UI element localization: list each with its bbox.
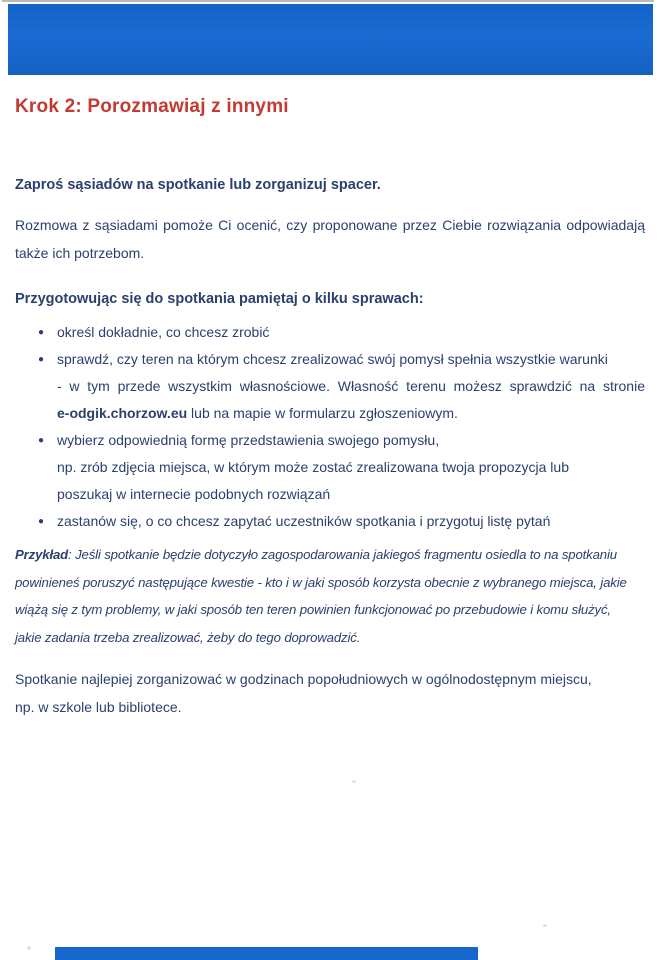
bullet-line: poszukaj w internecie podobnych rozwiązań [57,486,331,502]
bullet-line [57,400,645,427]
intro-paragraph: Zaproś sąsiadów na spotkanie lub zorganizuj spacer. [15,177,381,193]
website-name: e-odgik.chorzow.eu [57,405,188,421]
footer-band [55,947,478,960]
bullet-line: sprawdź, czy teren na którym chcesz zrealizować swój pomysł spełnia wszystkie warunki [57,351,608,367]
scan-speck [27,946,31,950]
bullet-line: zastanów się, o co chcesz zapytać uczestników spotkania i przygotuj listę pytań [57,513,551,529]
example-line [15,541,645,569]
example-lead: Przykład [15,547,69,562]
example-line-rest: : Jeśli spotkanie będzie dotyczyło zagospodarowania jakiegoś fragmentu osiedla to na spotkaniu [68,547,617,562]
bullet-line: - w tym przede wszystkim własnościowe. Własność terenu możesz sprawdzić na stronie [57,378,645,394]
bullet-line: np. zrób zdjęcia miejsca, w którym może zostać zrealizowana twoja propozycja lub [57,459,569,475]
bullet-dot-icon: ● [38,516,45,527]
bullet-dot-icon: ● [38,327,45,338]
example-paragraph [15,541,645,651]
example-line: powinieneś poruszyć następujące kwestie - kto i w jaki sposób korzysta obecnie z wybranego miejsca, jakie [15,574,627,590]
scan-speck [543,924,547,927]
scan-speck [352,780,356,783]
paragraph-line: Rozmowa z sąsiadami pomoże Ci ocenić, czy proponowane przez Ciebie rozwiązania odpowiadają [15,217,645,233]
bullet-dot-icon: ● [38,435,45,446]
bullet-list [15,319,645,535]
bullet-line: określ dokładnie, co chcesz zrobić [57,324,270,340]
scan-edge-line [2,0,654,2]
closing-paragraph [15,665,645,721]
example-line: jakie zadania trzeba zrealizować, żeby do tego doprowadzić. [15,629,361,645]
section-heading: Przygotowując się do spotkania pamiętaj o kilku sprawach: [15,291,424,307]
page-title: Krok 2: Porozmawiaj z innymi [15,96,289,117]
list-item [15,427,645,508]
list-item [15,508,645,535]
closing-line: np. w szkole lub bibliotece. [15,699,182,715]
bullet-line-rest: lub na mapie w formularzu zgłoszeniowym. [187,405,458,421]
list-item [15,319,645,346]
paragraph-line: także ich potrzebom. [15,245,145,261]
bullet-line: wybierz odpowiednią formę przedstawienia swojego pomysłu, [57,432,440,448]
header-band [8,4,653,75]
example-line: wiążą się z tym problemy, w jaki sposób ten teren powinien funkcjonować po przebudowie i komu służyć, [15,602,611,617]
closing-line: Spotkanie najlepiej zorganizować w godzinach popołudniowych w ogólnodostępnym miejscu, [15,671,592,687]
page-content [15,95,645,721]
bullet-dot-icon: ● [38,354,45,365]
paragraph-rozmowa [15,211,645,267]
list-item [15,346,645,427]
